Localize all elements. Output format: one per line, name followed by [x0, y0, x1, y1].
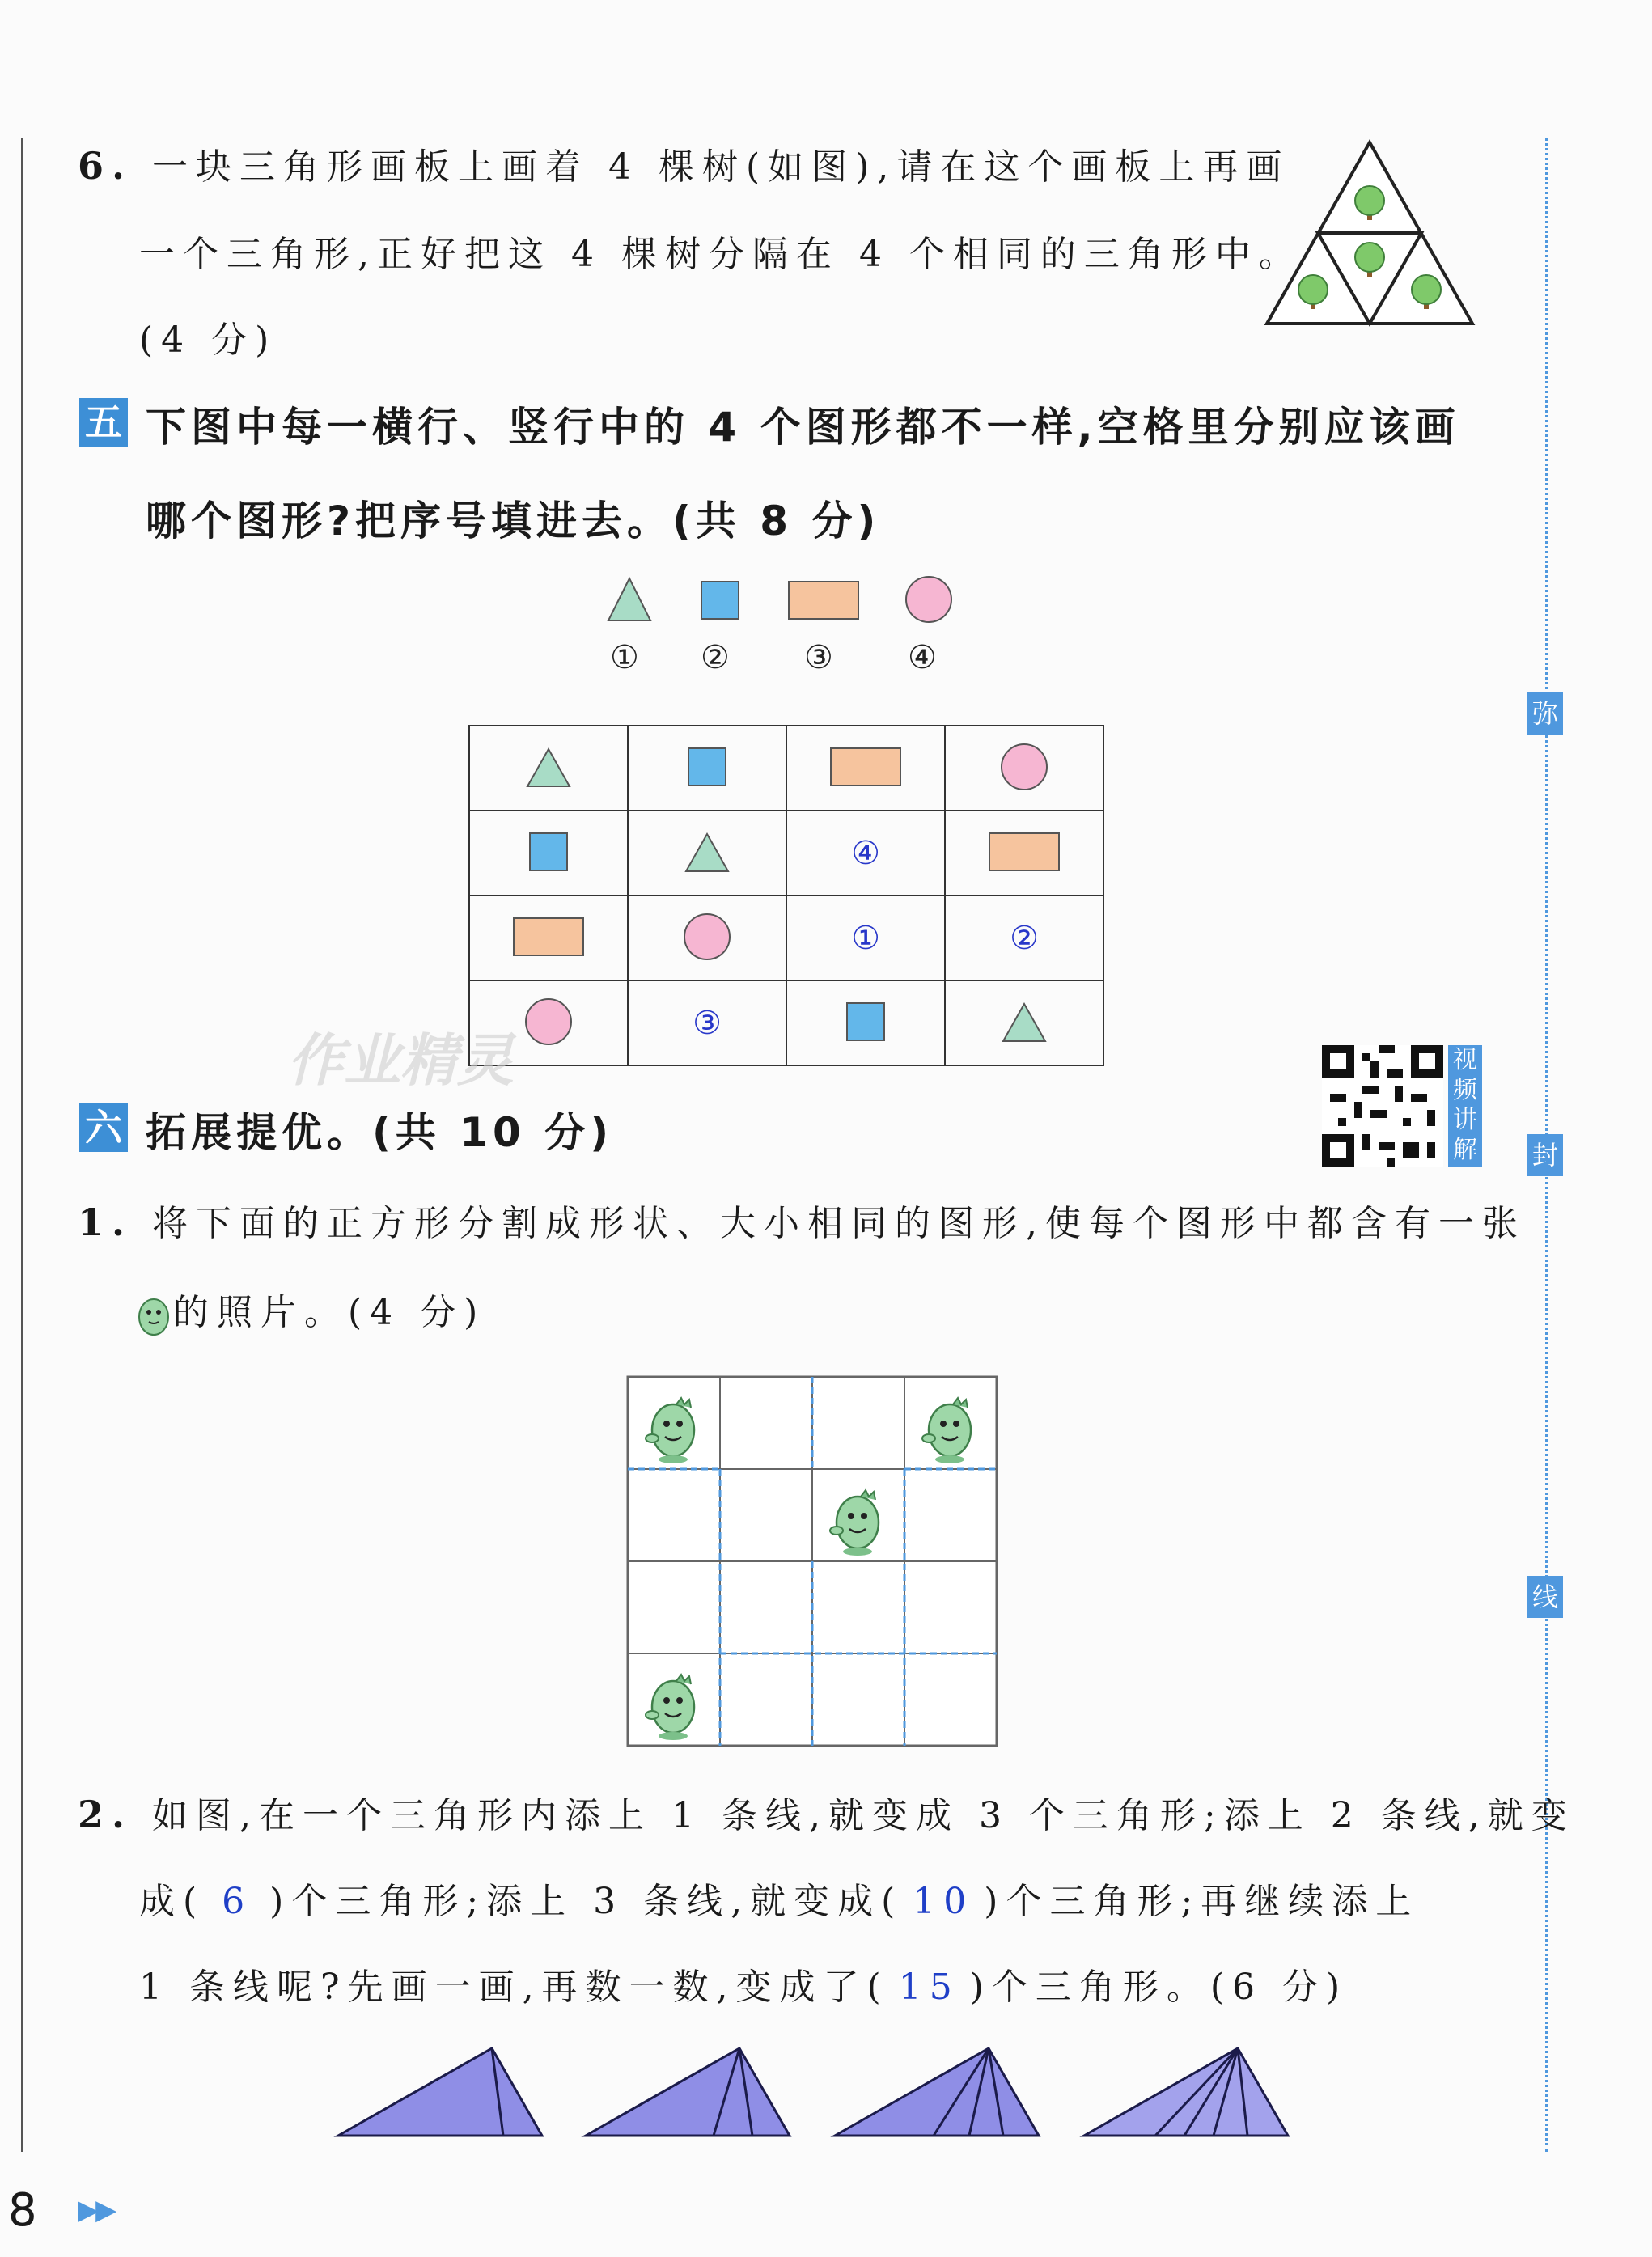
legend-label-1: ① — [610, 639, 639, 676]
margin-tag-1: 弥 — [1527, 692, 1563, 735]
grid-cell — [628, 726, 786, 811]
grid-cell — [628, 980, 786, 1065]
q6-number: 6. — [78, 144, 133, 188]
q2-text-3a: 1 条线呢?先画一画,再数一数,变成了( — [139, 1967, 889, 2008]
left-rule — [21, 138, 23, 2152]
grid-answer: ③ — [693, 1004, 722, 1042]
q1-text-1: 将下面的正方形分割成形状、大小相同的图形,使每个图形中都含有一张 — [152, 1203, 1527, 1244]
grid-answer: ④ — [851, 834, 880, 872]
qr-code-icon — [1322, 1045, 1443, 1167]
q6-text-1: 一块三角形画板上画着 4 棵树(如图),请在这个画板上再画 — [152, 146, 1290, 188]
section-5-badge: 五 — [79, 398, 128, 447]
q2-answer-2: 10 — [913, 1881, 975, 1922]
grid-cell — [628, 896, 786, 980]
grid-rect-shape — [510, 913, 587, 961]
grid-cell — [469, 896, 628, 980]
section-6-title: 拓展提优。(共 10 分) — [146, 1109, 614, 1156]
q2-text-1: 如图,在一个三角形内添上 1 条线,就变成 3 个三角形;添上 2 条线,就变 — [152, 1795, 1575, 1836]
legend-triangle — [608, 578, 650, 620]
grid-cell — [945, 896, 1103, 980]
q2-line3 — [139, 1958, 1348, 2009]
grid-cell — [786, 811, 945, 896]
grid-cell — [469, 811, 628, 896]
dinosaur-icon — [133, 1293, 173, 1338]
grid-rect-shape — [985, 828, 1063, 876]
triangle-sequence-figure — [332, 2040, 1294, 2142]
page-number: 8 — [8, 2184, 37, 2237]
legend-square — [701, 582, 739, 619]
legend-label-4: ④ — [908, 639, 937, 676]
qr-caption: 视频讲解 — [1448, 1045, 1482, 1167]
triangle-3-lines — [835, 2048, 1039, 2136]
q1-number: 1. — [78, 1200, 133, 1244]
grid-cell — [786, 896, 945, 980]
margin-tag-3: 线 — [1527, 1576, 1563, 1618]
grid-circle-shape — [985, 743, 1063, 791]
q2-answer-1: 6 — [222, 1881, 253, 1922]
section-5-line2: 哪个图形?把序号填进去。(共 8 分) — [146, 498, 881, 544]
grid-triangle-shape — [668, 828, 746, 876]
q2-line2 — [139, 1872, 1419, 1924]
page-arrows-icon: ▶▶ — [78, 2194, 114, 2226]
watermark: 作业精灵 — [287, 1027, 514, 1094]
triangle-board-figure — [1260, 136, 1479, 330]
grid-answer: ① — [851, 919, 880, 957]
shape-grid — [468, 725, 1104, 1066]
grid-square-shape — [827, 997, 904, 1046]
shape-legend — [599, 570, 971, 635]
triangle-4-lines — [1084, 2048, 1288, 2136]
legend-circle — [906, 577, 951, 622]
q6-line2: 一个三角形,正好把这 4 棵树分隔在 4 个相同的三角形中。 — [139, 234, 1303, 275]
q2-answer-3: 15 — [898, 1967, 960, 2008]
q2-text-2a: 成( — [139, 1881, 205, 1922]
q2-text-2b: )个三角形;添上 3 条线,就变成( — [269, 1881, 904, 1922]
q6-line1 — [78, 138, 1290, 189]
grid-square-shape — [510, 828, 587, 876]
q2-line1 — [78, 1786, 1575, 1838]
grid-cell — [945, 980, 1103, 1065]
grid-cell — [945, 811, 1103, 896]
grid-rect-shape — [827, 743, 904, 791]
grid-triangle-shape — [510, 743, 587, 791]
q2-number: 2. — [78, 1793, 133, 1836]
grid-cell — [945, 726, 1103, 811]
grid-cell — [628, 811, 786, 896]
triangle-2-lines — [586, 2048, 790, 2136]
q1-line2 — [133, 1283, 485, 1338]
grid-square-shape — [668, 743, 746, 791]
grid-triangle-shape — [985, 997, 1063, 1046]
section-5-line1: 下图中每一横行、竖行中的 4 个图形都不一样,空格里分别应该画 — [146, 404, 1460, 451]
grid-circle-shape — [510, 997, 587, 1046]
q6-line3: (4 分) — [139, 320, 277, 361]
q1-line1 — [78, 1194, 1526, 1246]
triangle-1-line — [338, 2048, 542, 2136]
section-6-badge: 六 — [79, 1103, 128, 1152]
q2-text-2c: )个三角形;再继续添上 — [984, 1881, 1420, 1922]
grid-cell — [786, 726, 945, 811]
grid-circle-shape — [668, 913, 746, 961]
q2-text-3b: )个三角形。(6 分) — [969, 1967, 1349, 2008]
grid-answer: ② — [1010, 919, 1039, 957]
grid-cell — [786, 980, 945, 1065]
legend-label-3: ③ — [804, 639, 833, 676]
dinosaur-grid — [626, 1375, 998, 1747]
legend-rect — [789, 582, 858, 619]
legend-label-2: ② — [701, 639, 730, 676]
margin-tag-2: 封 — [1527, 1134, 1563, 1176]
q1-text-2: 的照片。(4 分) — [173, 1292, 486, 1333]
grid-cell — [469, 726, 628, 811]
